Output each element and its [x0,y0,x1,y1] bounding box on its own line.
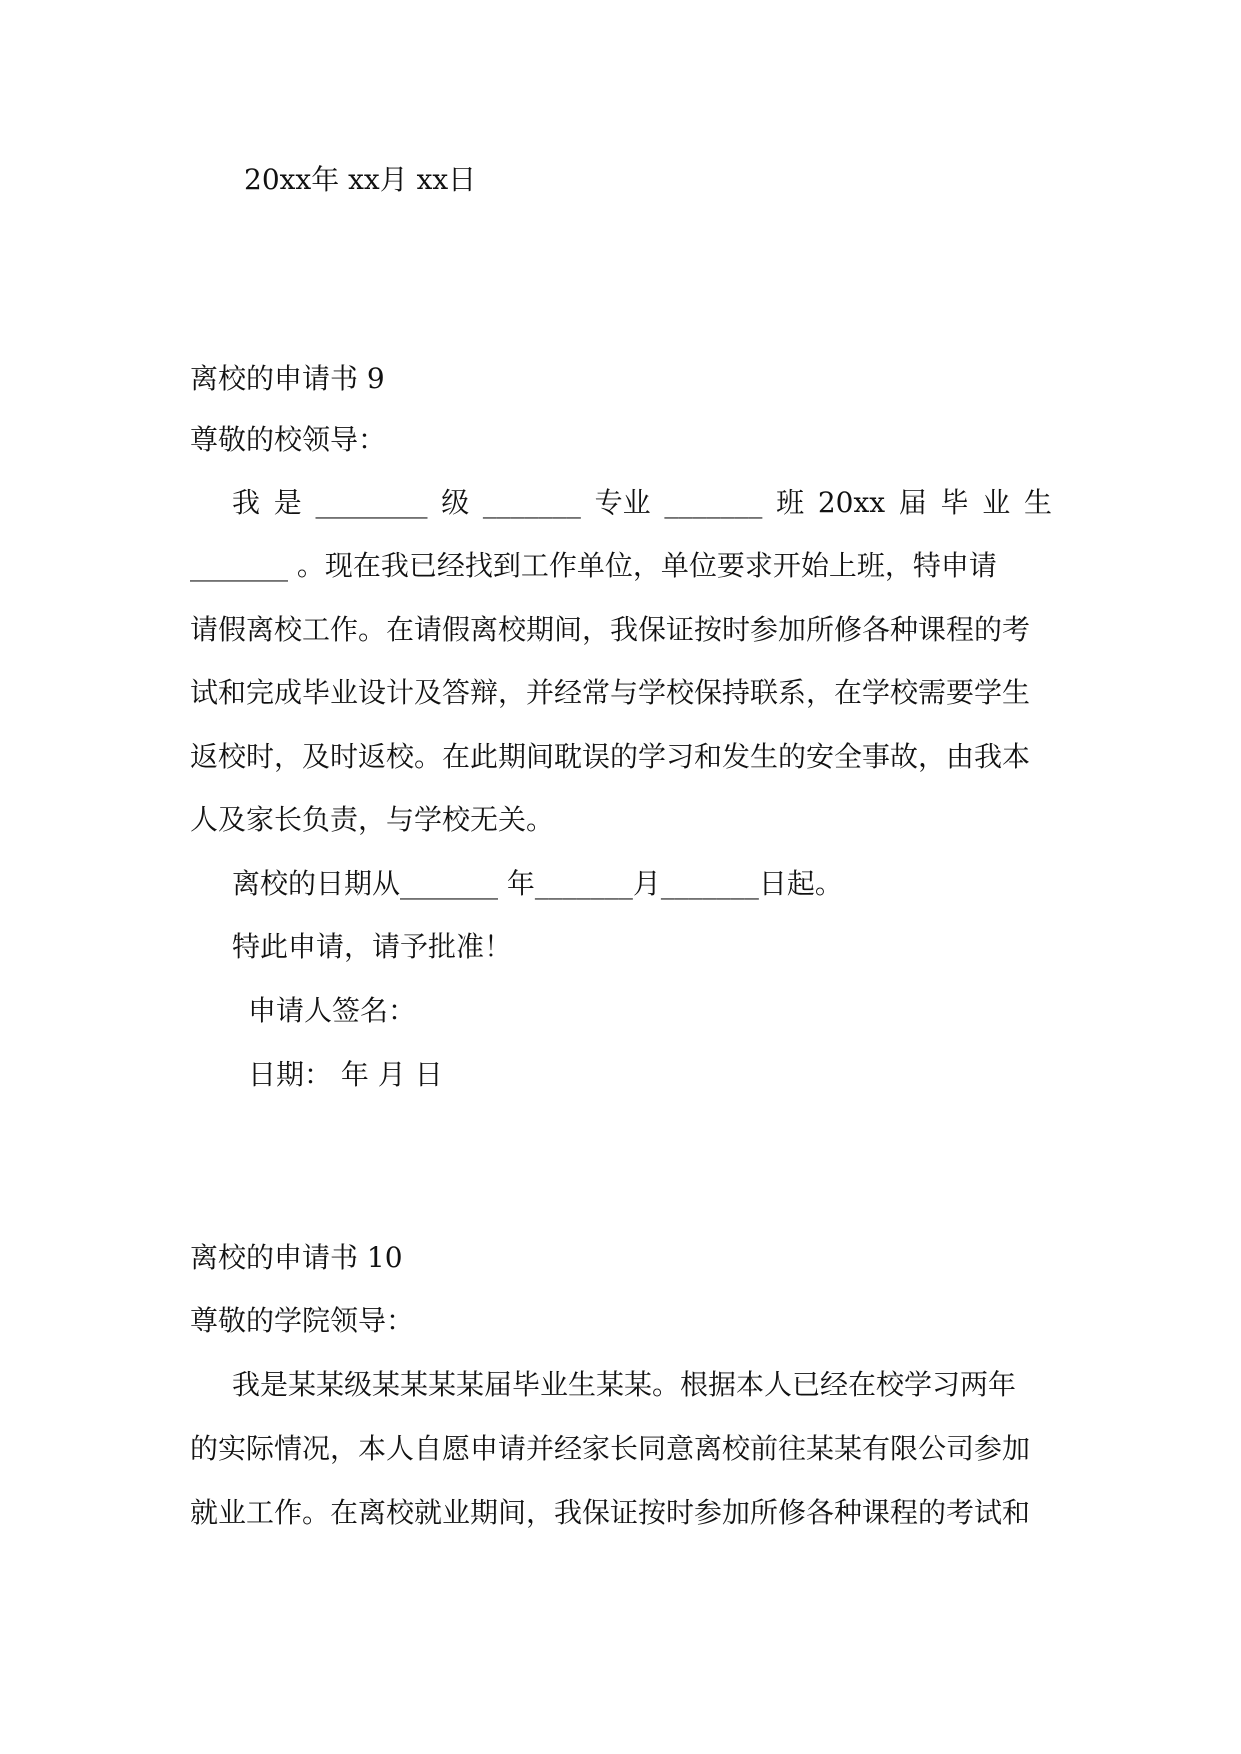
section-9-para-line-2: _______ 。现在我已经找到工作单位，单位要求开始上班，特申请 [190,549,997,582]
word: 专业 [594,486,651,519]
section-9-para-line-3: 请假离校工作。在请假离校期间，我保证按时参加所修各种课程的考 [190,613,1031,646]
section-9-salutation: 尊敬的校领导： [190,423,387,456]
blank-field: ________ [315,486,428,519]
section-9-request: 特此申请，请予批准！ [232,930,513,963]
word: 是 [273,486,302,519]
top-date: 20xx年 xx月 xx日 [244,163,477,196]
section-9-signature: 申请人签名： [248,994,417,1027]
section-9-para-line-5: 返校时，及时返校。在此期间耽误的学习和发生的安全事故，由我本 [190,740,1031,773]
section-9-para-line-4: 试和完成毕业设计及答辩，并经常与学校保持联系，在学校需要学生 [190,676,1031,709]
section-9-para-line-6: 人及家长负责，与学校无关。 [190,803,555,836]
word: 届 [898,486,927,519]
word: 级 [441,486,470,519]
section-10-title: 离校的申请书 10 [190,1241,403,1274]
blank-field: _______ [664,486,763,519]
section-9-para-line-1 [232,485,1052,521]
section-10-para-line-3: 就业工作。在离校就业期间，我保证按时参加所修各种课程的考试和 [190,1496,1031,1529]
section-10-para-line-1: 我是某某级某某某某届毕业生某某。根据本人已经在校学习两年 [232,1368,1017,1401]
word: 20xx [817,486,886,519]
blank-field: _______ [482,486,581,519]
section-9-date-line: 日期： 年 月 日 [248,1058,443,1091]
word: 我 [232,486,261,519]
section-9-leave-date: 离校的日期从_______ 年_______月_______日起。 [232,867,843,900]
section-9-title: 离校的申请书 9 [190,362,385,395]
word: 生 [1023,486,1052,519]
word: 班 [776,486,805,519]
section-10-para-line-2: 的实际情况，本人自愿申请并经家长同意离校前往某某有限公司参加 [190,1432,1031,1465]
word: 毕 [940,486,969,519]
word: 业 [982,486,1011,519]
section-10-salutation: 尊敬的学院领导： [190,1304,415,1337]
